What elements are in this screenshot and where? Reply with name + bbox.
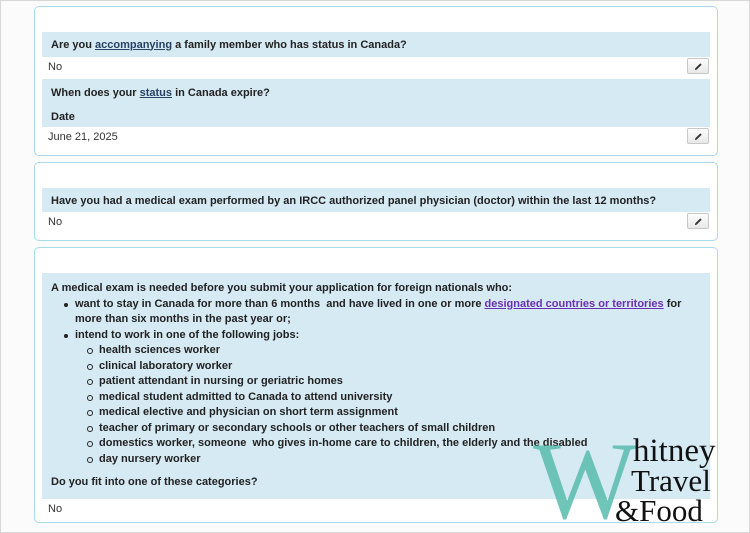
status-question	[42, 79, 710, 106]
logo-line-food: &Food	[615, 493, 703, 526]
accompany-question-suffix: a family member who has status in Canada?	[172, 38, 407, 51]
fit-categories-question: Do you fit into one of these categories?	[51, 476, 258, 488]
job-item: day nursery worker	[78, 452, 701, 468]
medical-exam-answer: No	[48, 215, 63, 228]
job-item: health sciences worker	[78, 343, 701, 359]
accompany-status-panel	[34, 6, 718, 156]
job-item: clinical laboratory worker	[78, 359, 701, 375]
status-question-suffix: in Canada expire?	[172, 86, 270, 99]
criteria-stay-suffix: for more than six months in the past year or;	[75, 297, 682, 325]
accompany-question	[42, 32, 710, 57]
designated-countries-link[interactable]: designated countries or territories	[484, 297, 664, 310]
accompany-question-prefix: Are you	[51, 38, 96, 51]
pencil-icon	[694, 217, 703, 226]
pencil-icon	[694, 132, 703, 141]
medical-exam-answer-row	[42, 212, 710, 231]
criteria-work-text: intend to work in one of the following jobs:	[75, 328, 300, 341]
accompany-answer: No	[48, 60, 63, 73]
accompanying-link[interactable]: accompanying	[95, 38, 173, 51]
medical-exam-question	[42, 188, 710, 213]
job-item: medical elective and physician on short term assignment	[78, 405, 701, 421]
medical-exam-question-text: Have you had a medical exam performed by an IRCC authorized panel physician (doctor) within the last 12 months?	[51, 194, 657, 207]
status-question-prefix: When does your	[51, 86, 140, 99]
medical-info-intro: A medical exam is needed before you submit your application for foreign nationals who:	[51, 282, 513, 294]
logo-line-travel: Travel	[631, 463, 711, 498]
job-item: medical student admitted to Canada to attend university	[78, 390, 701, 406]
whitney-travel-food-logo	[533, 426, 743, 526]
job-item: patient attendant in nursing or geriatric homes	[78, 374, 701, 390]
date-label-bar	[42, 106, 710, 128]
job-item: domestics worker, someone who gives in-home care to children, the elderly and the disabled	[78, 436, 701, 452]
date-label: Date	[51, 111, 75, 123]
edit-accompany-button[interactable]	[687, 58, 709, 74]
job-item: teacher of primary or secondary schools or other teachers of small children	[78, 421, 701, 437]
criteria-item-stay	[64, 297, 701, 328]
status-link[interactable]: status	[139, 86, 173, 99]
pencil-icon	[694, 62, 703, 71]
accompany-answer-row	[42, 57, 710, 76]
fit-categories-answer: No	[48, 502, 63, 515]
logo-big-w: W	[533, 426, 637, 526]
medical-exam-panel	[34, 162, 718, 241]
status-answer: June 21, 2025	[48, 130, 118, 143]
criteria-stay-prefix: want to stay in Canada for more than 6 months and have lived in one or more	[75, 297, 485, 310]
status-answer-row	[42, 127, 710, 146]
logo-line-whitney: hitney	[633, 433, 716, 469]
edit-medical-exam-button[interactable]	[687, 213, 709, 229]
edit-status-button[interactable]	[687, 128, 709, 144]
